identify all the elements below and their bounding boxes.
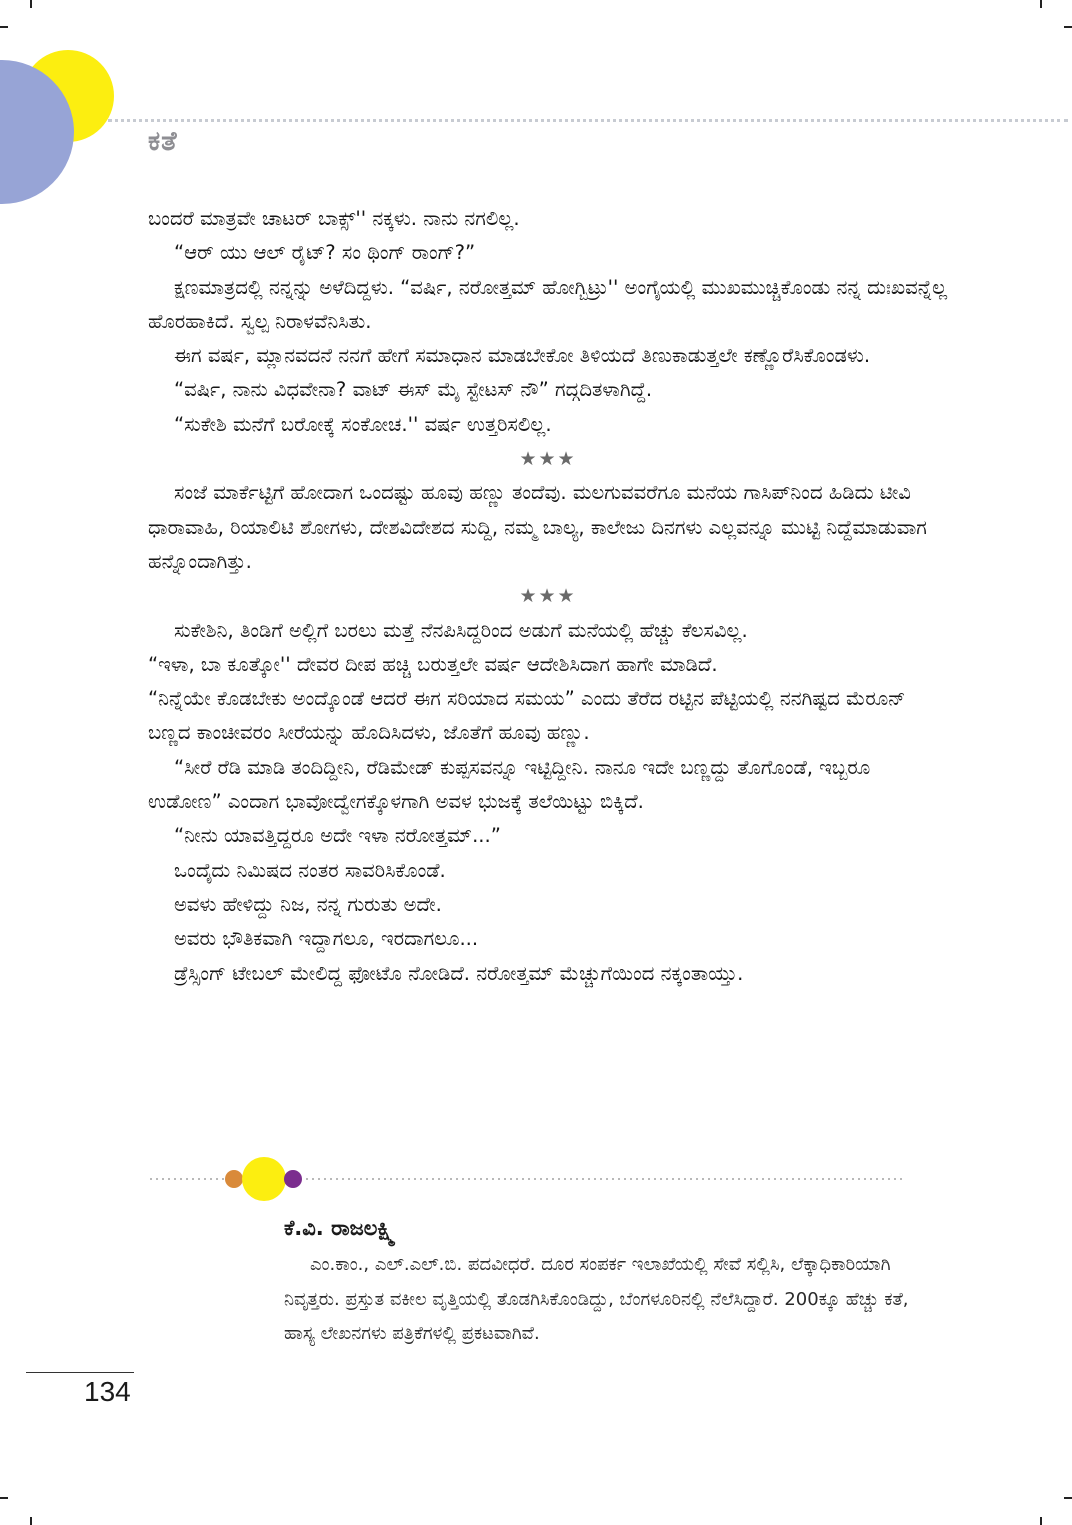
story-paragraph: “ಇಳಾ, ಬಾ ಕೂತ್ಕೋ'' ದೇವರ ದೀಪ ಹಚ್ಚಿ ಬರುತ್ತಲೇ ವರ್ಷ ಆದೇಶಿಸಿದಾಗ ಹಾಗೇ ಮಾಡಿದೆ. (148, 652, 718, 676)
story-paragraph: ಅವಳು ಹೇಳಿದ್ದು ನಿಜ, ನನ್ನ ಗುರುತು ಅದೇ. (174, 892, 442, 916)
author-block (284, 1212, 914, 1352)
crop-mark (30, 0, 32, 8)
crop-mark (1040, 0, 1042, 8)
story-paragraph: ಸುಕೇಶಿನಿ, ತಿಂಡಿಗೆ ಅಲ್ಲಿಗೆ ಬರಲು ಮತ್ತೆ ನೆನಪಿಸಿದ್ದರಿಂದ ಅಡುಗೆ ಮನೆಯಲ್ಲಿ ಹೆಚ್ಚು ಕೆಲಸವಿಲ್ಲ. (174, 618, 748, 642)
orange-dot (225, 1170, 243, 1188)
story-paragraph: “ಸೀರೆ ರೆಡಿ ಮಾಡಿ ತಂದಿದ್ದೀನಿ, ರೆಡಿಮೇಡ್ ಕುಪ್ಪಸವನ್ನೂ ಇಟ್ಟಿದ್ದೀನಿ. ನಾನೂ ಇದೇ ಬಣ್ಣದ್ದು ತೊಗೊಂಡೆ, ಇಬ್ಬರೂ ಉಡೋಣ” ಎಂದಾಗ ಭಾವೋದ್ವೇಗಕ್ಕೊಳಗಾಗಿ ಅವಳ ಭುಜಕ್ಕೆ ತಲೆಯಿಟ್ಟು ಬಿಕ್ಕಿದೆ. (148, 755, 871, 814)
crop-mark (1064, 1497, 1072, 1499)
story-paragraph: ಒಂದೈದು ನಿಮಿಷದ ನಂತರ ಸಾವರಿಸಿಕೊಂಡೆ. (174, 858, 446, 882)
author-divider (148, 1155, 908, 1203)
crop-mark (30, 1517, 32, 1525)
page-number-rule (26, 1372, 134, 1373)
story-paragraph: ಸಂಜೆ ಮಾರ್ಕೆಟ್ಟಿಗೆ ಹೋದಾಗ ಒಂದಷ್ಟು ಹೂವು ಹಣ್ಣು ತಂದೆವು. ಮಲಗುವವರೆಗೂ ಮನೆಯ ಗಾಸಿಪ್‌ನಿಂದ ಹಿಡಿದು ಟೀವಿ ಧಾರಾವಾಹಿ, ರಿಯಾಲಿಟಿ ಶೋಗಳು, ದೇಶವಿದೇಶದ ಸುದ್ದಿ, ನಮ್ಮ ಬಾಲ್ಯ, ಕಾಲೇಜು ದಿನಗಳು ಎಲ್ಲವನ್ನೂ ಮುಟ್ಟಿ ನಿದ್ದೆಮಾಡುವಾಗ ಹನ್ನೊಂದಾಗಿತ್ತು. (148, 481, 927, 573)
crop-mark (0, 1497, 8, 1499)
story-paragraph: “ವರ್ಷಿ, ನಾನು ವಿಧವೇನಾ? ವಾಟ್ ಈಸ್ ಮೈ ಸ್ಟೇಟಸ್ ನೌ” ಗದ್ಗದಿತಳಾಗಿದ್ದೆ. (174, 378, 653, 402)
purple-dot (284, 1170, 302, 1188)
header-dotted-rule (108, 119, 1068, 122)
yellow-dot (242, 1157, 286, 1201)
author-bio: ಎಂ.ಕಾಂ., ಎಲ್.ಎಲ್.ಬಿ. ಪದವೀಧರೆ. ದೂರ ಸಂಪರ್ಕ ಇಲಾಖೆಯಲ್ಲಿ ಸೇವೆ ಸಲ್ಲಿಸಿ, ಲೆಕ್ಕಾಧಿಕಾರಿಯಾಗಿ ನಿವೃತ್ತರು. ಪ್ರಸ್ತುತ ವಕೀಲ ವೃತ್ತಿಯಲ್ಲಿ ತೊಡಗಿಸಿಕೊಂಡಿದ್ದು, ಬೆಂಗಳೂರಿನಲ್ಲಿ ನೆಲೆಸಿದ್ದಾರೆ. 200ಕ್ಕೂ ಹೆಚ್ಚು ಕತೆ, ಹಾಸ್ಯ ಲೇಖನಗಳು ಪತ್ರಿಕೆಗಳಲ್ಲಿ ಪ್ರಕಟವಾಗಿವೆ. (284, 1254, 909, 1344)
story-paragraph: ಅವರು ಭೌತಿಕವಾಗಿ ಇದ್ದಾಗಲೂ, ಇರದಾಗಲೂ... (174, 927, 479, 951)
section-break-stars: ★★★ (519, 585, 577, 608)
crop-mark (1040, 1517, 1042, 1525)
story-paragraph: “ಆರ್ ಯು ಆಲ್ ರೈಟ್? ಸಂ ಥಿಂಗ್ ರಾಂಗ್?” (174, 241, 476, 265)
page-number: 134 (84, 1376, 131, 1407)
story-paragraph: ಬಂದರೆ ಮಾತ್ರವೇ ಚಾಟರ್ ಬಾಕ್ಸ್'' ನಕ್ಕಳು. ನಾನು ನಗಲಿಲ್ಲ. (148, 207, 520, 230)
story-paragraph: “ಸುಕೇಶಿ ಮನೆಗೆ ಬರೋಕ್ಕೆ ಸಂಕೋಚ.'' ವರ್ಷ ಉತ್ತರಿಸಲಿಲ್ಲ. (174, 412, 552, 436)
header-circles-decoration (0, 50, 130, 210)
story-paragraph: “ನೀನು ಯಾವತ್ತಿದ್ದರೂ ಅದೇ ಇಳಾ ನರೋತ್ತಮ್...” (174, 824, 501, 848)
story-paragraph: ಕ್ಷಣಮಾತ್ರದಲ್ಲಿ ನನ್ನನ್ನು ಅಳೆದಿದ್ದಳು. “ವರ್ಷಿ, ನರೋತ್ತಮ್ ಹೋಗ್ಬಿಟ್ರು'' ಅಂಗೈಯಲ್ಲಿ ಮುಖಮುಚ್ಚಿಕೊಂಡು ನನ್ನ ದುಃಖವನ್ನೆಲ್ಲ ಹೊರಹಾಕಿದೆ. ಸ್ವಲ್ಪ ನಿರಾಳವೆನಿಸಿತು. (148, 275, 948, 333)
section-break-stars: ★★★ (519, 448, 577, 471)
story-text (148, 202, 948, 991)
story-paragraph: “ನಿನ್ನೆಯೇ ಕೊಡಬೇಕು ಅಂದ್ಕೊಂಡೆ ಆದರೆ ಈಗ ಸರಿಯಾದ ಸಮಯ” ಎಂದು ತೆರೆದ ರಟ್ಟಿನ ಪೆಟ್ಟಿಯಲ್ಲಿ ನನಗಿಷ್ಟದ ಮೆರೂನ್ ಬಣ್ಣದ ಕಾಂಚೀವರಂ ಸೀರೆಯನ್ನು ಹೊದಿಸಿದಳು, ಜೊತೆಗೆ ಹೂವು ಹಣ್ಣು. (148, 687, 906, 745)
story-paragraph: ಡ್ರೆಸ್ಸಿಂಗ್ ಟೇಬಲ್ ಮೇಲಿದ್ದ ಫೋಟೊ ನೋಡಿದೆ. ನರೋತ್ತಮ್ ಮೆಚ್ಚುಗೆಯಿಂದ ನಕ್ಕಂತಾಯ್ತು. (174, 961, 744, 985)
crop-mark (1064, 26, 1072, 28)
section-label: ಕತೆ (148, 126, 178, 157)
author-name: ಕೆ.ವಿ. ರಾಜಲಕ್ಷ್ಮಿ (284, 1216, 396, 1240)
crop-mark (0, 26, 8, 28)
story-paragraph: ಈಗ ವರ್ಷ, ಮ್ಲಾನವದನೆ ನನಗೆ ಹೇಗೆ ಸಮಾಧಾನ ಮಾಡಬೇಕೋ ತಿಳಿಯದೆ ತಿಣುಕಾಡುತ್ತಲೇ ಕಣ್ಣೊರೆಸಿಕೊಂಡಳು. (174, 344, 871, 368)
